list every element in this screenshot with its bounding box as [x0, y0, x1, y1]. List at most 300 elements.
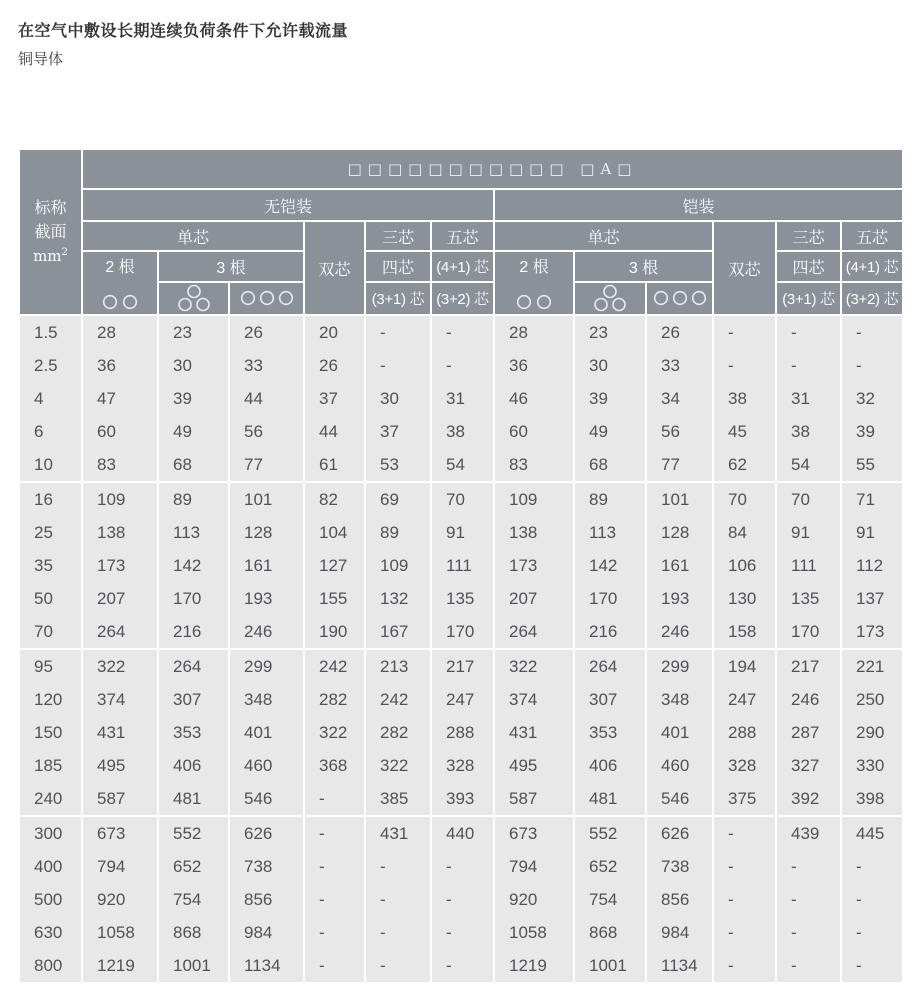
table-row: [19, 516, 903, 549]
table-row: [19, 549, 903, 582]
cell-ampacity-value: 794: [82, 850, 158, 883]
cell-ampacity-value: 45: [713, 415, 776, 448]
cell-ampacity-value: 56: [229, 415, 304, 448]
page-title: 在空气中敷设长期连续负荷条件下允许载流量: [18, 23, 349, 40]
cell-ampacity-value: -: [776, 949, 841, 982]
cell-ampacity-value: -: [776, 349, 841, 382]
cell-ampacity-value: 30: [365, 382, 431, 415]
header-3-conductors-armored: 3 根: [574, 251, 713, 282]
cell-nominal-section: 35: [19, 549, 82, 582]
cell-ampacity-value: 89: [365, 516, 431, 549]
cell-ampacity-value: 70: [431, 482, 494, 516]
cell-ampacity-value: 128: [229, 516, 304, 549]
cell-ampacity-value: 481: [158, 782, 229, 816]
cell-ampacity-value: 68: [158, 448, 229, 482]
header-five-core-armored: 五芯: [841, 221, 903, 251]
table-row: [19, 716, 903, 749]
cell-nominal-section: 500: [19, 883, 82, 916]
cell-nominal-section: 70: [19, 615, 82, 649]
cell-ampacity-value: 194: [713, 649, 776, 683]
cell-ampacity-value: 431: [494, 716, 574, 749]
cell-ampacity-value: 91: [431, 516, 494, 549]
cell-ampacity-value: -: [713, 349, 776, 382]
cell-ampacity-value: 36: [82, 349, 158, 382]
cell-ampacity-value: 754: [158, 883, 229, 916]
cell-ampacity-value: 28: [494, 315, 574, 349]
cell-nominal-section: 300: [19, 816, 82, 850]
cell-ampacity-value: 155: [304, 582, 365, 615]
cell-nominal-section: 150: [19, 716, 82, 749]
cell-ampacity-value: 56: [646, 415, 713, 448]
cell-nominal-section: 1.5: [19, 315, 82, 349]
cell-ampacity-value: -: [304, 782, 365, 816]
label-2-conductors: 2 根: [105, 259, 135, 276]
two-circles-icon: [101, 294, 139, 310]
cell-ampacity-value: 55: [841, 448, 903, 482]
cell-ampacity-value: -: [713, 315, 776, 349]
cell-ampacity-value: 46: [494, 382, 574, 415]
cell-ampacity-value: 328: [713, 749, 776, 782]
cell-ampacity-value: 49: [574, 415, 646, 448]
cell-nominal-section: 16: [19, 482, 82, 516]
cell-nominal-section: 800: [19, 949, 82, 982]
cell-nominal-section: 10: [19, 448, 82, 482]
cell-ampacity-value: -: [776, 916, 841, 949]
cell-ampacity-value: 71: [841, 482, 903, 516]
cell-ampacity-value: 393: [431, 782, 494, 816]
cell-ampacity-value: -: [713, 916, 776, 949]
cell-ampacity-value: 673: [494, 816, 574, 850]
cell-ampacity-value: 31: [776, 382, 841, 415]
cell-ampacity-value: 481: [574, 782, 646, 816]
cell-ampacity-value: 33: [646, 349, 713, 382]
cell-ampacity-value: 70: [713, 482, 776, 516]
corner-header-nominal-section: [19, 149, 82, 315]
cell-ampacity-value: 546: [646, 782, 713, 816]
cell-ampacity-value: 89: [574, 482, 646, 516]
cell-ampacity-value: 190: [304, 615, 365, 649]
cell-ampacity-value: 101: [229, 482, 304, 516]
cell-ampacity-value: -: [776, 850, 841, 883]
cell-ampacity-value: 101: [646, 482, 713, 516]
cell-ampacity-value: 33: [229, 349, 304, 382]
cell-ampacity-value: 673: [82, 816, 158, 850]
cell-ampacity-value: 242: [304, 649, 365, 683]
cell-ampacity-value: 375: [713, 782, 776, 816]
cell-ampacity-value: -: [713, 883, 776, 916]
cell-ampacity-value: 106: [713, 549, 776, 582]
cell-ampacity-value: 1219: [82, 949, 158, 982]
table-body: [19, 315, 903, 982]
page-subtitle: 铜导体: [18, 51, 64, 68]
cell-ampacity-value: 37: [304, 382, 365, 415]
cell-ampacity-value: 113: [574, 516, 646, 549]
cell-ampacity-value: 142: [158, 549, 229, 582]
cell-ampacity-value: 44: [229, 382, 304, 415]
cell-ampacity-value: 39: [841, 415, 903, 448]
cell-ampacity-value: 307: [574, 683, 646, 716]
three-circles-row-icon: [229, 282, 304, 315]
cell-ampacity-value: 34: [646, 382, 713, 415]
triangle-circles-icon: [574, 282, 646, 315]
cell-ampacity-value: -: [431, 916, 494, 949]
table-row: [19, 949, 903, 982]
header-2-conductors-unarmored: [82, 251, 158, 315]
cell-ampacity-value: -: [365, 916, 431, 949]
cell-ampacity-value: 1058: [494, 916, 574, 949]
cell-ampacity-value: 264: [158, 649, 229, 683]
cell-ampacity-value: 322: [365, 749, 431, 782]
header-4plus1-armored: (4+1) 芯: [841, 251, 903, 282]
cell-ampacity-value: 221: [841, 649, 903, 683]
cell-ampacity-value: 39: [574, 382, 646, 415]
cell-ampacity-value: 242: [365, 683, 431, 716]
cell-ampacity-value: -: [841, 916, 903, 949]
cell-ampacity-value: 353: [158, 716, 229, 749]
header-3-conductors-unarmored: 3 根: [158, 251, 304, 282]
cell-ampacity-value: 44: [304, 415, 365, 448]
cell-ampacity-value: 39: [158, 382, 229, 415]
cell-ampacity-value: -: [365, 850, 431, 883]
table-row: [19, 683, 903, 716]
table-row: [19, 382, 903, 415]
cell-ampacity-value: 216: [158, 615, 229, 649]
cell-ampacity-value: -: [365, 349, 431, 382]
header-2-conductors-armored: [494, 251, 574, 315]
cell-ampacity-value: 626: [646, 816, 713, 850]
cell-ampacity-value: 385: [365, 782, 431, 816]
cell-ampacity-value: 652: [574, 850, 646, 883]
cell-ampacity-value: 246: [776, 683, 841, 716]
cell-ampacity-value: 30: [574, 349, 646, 382]
cell-ampacity-value: 216: [574, 615, 646, 649]
triangle-circles-icon: [158, 282, 229, 315]
cell-ampacity-value: 158: [713, 615, 776, 649]
cell-ampacity-value: 264: [82, 615, 158, 649]
cell-ampacity-value: 330: [841, 749, 903, 782]
table-row: [19, 749, 903, 782]
table-row: [19, 816, 903, 850]
cell-ampacity-value: -: [304, 850, 365, 883]
top-header-current-units: □□□□□□□□□□□ □A□: [82, 149, 903, 189]
cell-ampacity-value: -: [304, 949, 365, 982]
cell-ampacity-value: 546: [229, 782, 304, 816]
cell-ampacity-value: -: [713, 850, 776, 883]
cell-nominal-section: 185: [19, 749, 82, 782]
cell-nominal-section: 25: [19, 516, 82, 549]
cell-ampacity-value: 170: [431, 615, 494, 649]
cell-ampacity-value: -: [365, 949, 431, 982]
header-three-core-unarmored: 三芯: [365, 221, 431, 251]
table-row: [19, 883, 903, 916]
cell-ampacity-value: 264: [494, 615, 574, 649]
cell-nominal-section: 4: [19, 382, 82, 415]
cell-ampacity-value: -: [365, 315, 431, 349]
table-row: [19, 916, 903, 949]
cell-ampacity-value: 109: [494, 482, 574, 516]
cell-ampacity-value: 348: [229, 683, 304, 716]
cell-ampacity-value: 132: [365, 582, 431, 615]
cell-ampacity-value: 91: [841, 516, 903, 549]
cell-ampacity-value: 288: [431, 716, 494, 749]
cell-ampacity-value: 374: [494, 683, 574, 716]
cell-ampacity-value: 62: [713, 448, 776, 482]
cell-ampacity-value: 135: [431, 582, 494, 615]
table-row: [19, 782, 903, 816]
cell-ampacity-value: 138: [82, 516, 158, 549]
cell-ampacity-value: 49: [158, 415, 229, 448]
cell-ampacity-value: 109: [365, 549, 431, 582]
cell-nominal-section: 50: [19, 582, 82, 615]
cell-ampacity-value: 193: [229, 582, 304, 615]
cell-ampacity-value: 431: [82, 716, 158, 749]
cell-ampacity-value: 322: [82, 649, 158, 683]
table-row: [19, 649, 903, 683]
cell-ampacity-value: 287: [776, 716, 841, 749]
cell-ampacity-value: 1134: [229, 949, 304, 982]
cell-ampacity-value: 84: [713, 516, 776, 549]
cell-ampacity-value: 587: [82, 782, 158, 816]
cell-ampacity-value: 82: [304, 482, 365, 516]
cell-nominal-section: 2.5: [19, 349, 82, 382]
cell-ampacity-value: 299: [229, 649, 304, 683]
cell-ampacity-value: 111: [776, 549, 841, 582]
group-header-unarmored: 无铠装: [82, 189, 494, 221]
cell-ampacity-value: 246: [229, 615, 304, 649]
cell-ampacity-value: 38: [776, 415, 841, 448]
header-three-core-armored: 三芯: [776, 221, 841, 251]
cell-ampacity-value: 652: [158, 850, 229, 883]
cell-ampacity-value: -: [841, 850, 903, 883]
cell-ampacity-value: -: [431, 315, 494, 349]
cell-ampacity-value: 398: [841, 782, 903, 816]
group-header-armored: 铠装: [494, 189, 903, 221]
cell-ampacity-value: 1134: [646, 949, 713, 982]
cell-ampacity-value: 246: [646, 615, 713, 649]
cell-ampacity-value: 89: [158, 482, 229, 516]
cell-ampacity-value: 207: [82, 582, 158, 615]
three-circles-row-icon: [646, 282, 713, 315]
cell-ampacity-value: -: [841, 949, 903, 982]
header-4plus1-unarmored: (4+1) 芯: [431, 251, 494, 282]
cell-nominal-section: 400: [19, 850, 82, 883]
cell-ampacity-value: 170: [158, 582, 229, 615]
cell-ampacity-value: -: [431, 850, 494, 883]
cell-ampacity-value: -: [431, 949, 494, 982]
cell-ampacity-value: -: [776, 883, 841, 916]
cell-ampacity-value: 856: [646, 883, 713, 916]
cell-ampacity-value: 250: [841, 683, 903, 716]
header-single-core-armored: 单芯: [494, 221, 713, 251]
cell-ampacity-value: 327: [776, 749, 841, 782]
corner-line1: 标称: [34, 199, 67, 217]
cell-nominal-section: 240: [19, 782, 82, 816]
cell-ampacity-value: 495: [494, 749, 574, 782]
cell-ampacity-value: 299: [646, 649, 713, 683]
cell-ampacity-value: 322: [304, 716, 365, 749]
cell-ampacity-value: 26: [646, 315, 713, 349]
cell-nominal-section: 6: [19, 415, 82, 448]
cell-ampacity-value: 47: [82, 382, 158, 415]
cell-ampacity-value: 290: [841, 716, 903, 749]
cell-ampacity-value: -: [365, 883, 431, 916]
cell-ampacity-value: 170: [574, 582, 646, 615]
cell-ampacity-value: 1219: [494, 949, 574, 982]
cell-ampacity-value: 38: [431, 415, 494, 448]
cell-ampacity-value: 348: [646, 683, 713, 716]
two-circles-icon: [515, 294, 553, 310]
cell-ampacity-value: 307: [158, 683, 229, 716]
cell-ampacity-value: 170: [776, 615, 841, 649]
cell-ampacity-value: 60: [82, 415, 158, 448]
table-row: [19, 582, 903, 615]
cell-ampacity-value: 30: [158, 349, 229, 382]
header-3plus1-armored: (3+1) 芯: [776, 282, 841, 315]
cell-ampacity-value: -: [431, 349, 494, 382]
cell-ampacity-value: 77: [646, 448, 713, 482]
cell-ampacity-value: 23: [158, 315, 229, 349]
cell-ampacity-value: 36: [494, 349, 574, 382]
header-twin-core-unarmored: 双芯: [304, 221, 365, 315]
corner-line2: 截面: [34, 223, 67, 241]
cell-ampacity-value: 322: [494, 649, 574, 683]
header-four-core-armored: 四芯: [776, 251, 841, 282]
cell-ampacity-value: 68: [574, 448, 646, 482]
cell-ampacity-value: 173: [841, 615, 903, 649]
cell-ampacity-value: 1001: [158, 949, 229, 982]
cell-ampacity-value: 247: [713, 683, 776, 716]
cell-ampacity-value: -: [304, 916, 365, 949]
table-row: [19, 315, 903, 349]
cell-ampacity-value: 137: [841, 582, 903, 615]
cell-ampacity-value: 23: [574, 315, 646, 349]
cell-ampacity-value: 626: [229, 816, 304, 850]
table-row: [19, 615, 903, 649]
header-five-core-unarmored: 五芯: [431, 221, 494, 251]
cell-ampacity-value: 53: [365, 448, 431, 482]
cell-ampacity-value: 167: [365, 615, 431, 649]
cell-ampacity-value: 104: [304, 516, 365, 549]
label-2-conductors: 2 根: [519, 259, 549, 276]
cell-ampacity-value: 495: [82, 749, 158, 782]
cell-ampacity-value: 868: [158, 916, 229, 949]
cell-ampacity-value: 138: [494, 516, 574, 549]
cell-ampacity-value: 282: [365, 716, 431, 749]
cell-ampacity-value: 173: [494, 549, 574, 582]
cell-ampacity-value: 460: [229, 749, 304, 782]
cell-ampacity-value: 38: [713, 382, 776, 415]
cell-ampacity-value: 135: [776, 582, 841, 615]
header-twin-core-armored: 双芯: [713, 221, 776, 315]
ampacity-table-wrap: [18, 148, 904, 982]
cell-ampacity-value: -: [713, 949, 776, 982]
cell-ampacity-value: 552: [158, 816, 229, 850]
cell-ampacity-value: 128: [646, 516, 713, 549]
cell-ampacity-value: -: [713, 816, 776, 850]
cell-ampacity-value: 113: [158, 516, 229, 549]
cell-ampacity-value: 920: [82, 883, 158, 916]
cell-ampacity-value: 54: [776, 448, 841, 482]
header-3plus1-unarmored: (3+1) 芯: [365, 282, 431, 315]
table-row: [19, 850, 903, 883]
cell-ampacity-value: 83: [494, 448, 574, 482]
cell-ampacity-value: 552: [574, 816, 646, 850]
cell-ampacity-value: 856: [229, 883, 304, 916]
header-single-core-unarmored: 单芯: [82, 221, 304, 251]
cell-ampacity-value: 406: [158, 749, 229, 782]
cell-ampacity-value: 439: [776, 816, 841, 850]
cell-ampacity-value: 353: [574, 716, 646, 749]
cell-ampacity-value: -: [776, 315, 841, 349]
cell-ampacity-value: -: [304, 816, 365, 850]
table-row: [19, 448, 903, 482]
cell-ampacity-value: 20: [304, 315, 365, 349]
cell-ampacity-value: 282: [304, 683, 365, 716]
header-3plus2-armored: (3+2) 芯: [841, 282, 903, 315]
cell-ampacity-value: 445: [841, 816, 903, 850]
cell-ampacity-value: 77: [229, 448, 304, 482]
cell-ampacity-value: 754: [574, 883, 646, 916]
cell-ampacity-value: 368: [304, 749, 365, 782]
cell-ampacity-value: 288: [713, 716, 776, 749]
cell-ampacity-value: 69: [365, 482, 431, 516]
cell-ampacity-value: 920: [494, 883, 574, 916]
cell-ampacity-value: 60: [494, 415, 574, 448]
cell-ampacity-value: 173: [82, 549, 158, 582]
cell-ampacity-value: 328: [431, 749, 494, 782]
cell-ampacity-value: 161: [646, 549, 713, 582]
cell-ampacity-value: 984: [229, 916, 304, 949]
cell-ampacity-value: 587: [494, 782, 574, 816]
cell-ampacity-value: 392: [776, 782, 841, 816]
cell-ampacity-value: -: [304, 883, 365, 916]
cell-ampacity-value: -: [841, 349, 903, 382]
cell-nominal-section: 630: [19, 916, 82, 949]
cell-ampacity-value: 1058: [82, 916, 158, 949]
cell-ampacity-value: 401: [646, 716, 713, 749]
cell-ampacity-value: 794: [494, 850, 574, 883]
cell-ampacity-value: 26: [304, 349, 365, 382]
cell-ampacity-value: 738: [646, 850, 713, 883]
cell-ampacity-value: 868: [574, 916, 646, 949]
cell-ampacity-value: 1001: [574, 949, 646, 982]
cell-ampacity-value: 83: [82, 448, 158, 482]
header-four-core-unarmored: 四芯: [365, 251, 431, 282]
table-row: [19, 415, 903, 448]
cell-ampacity-value: 28: [82, 315, 158, 349]
cell-ampacity-value: 213: [365, 649, 431, 683]
cell-ampacity-value: 142: [574, 549, 646, 582]
cell-ampacity-value: -: [841, 315, 903, 349]
cell-ampacity-value: 37: [365, 415, 431, 448]
cell-ampacity-value: 738: [229, 850, 304, 883]
corner-unit: $mm^2$: [33, 246, 68, 265]
header-3plus2-unarmored: (3+2) 芯: [431, 282, 494, 315]
cell-ampacity-value: 217: [431, 649, 494, 683]
cell-ampacity-value: -: [841, 883, 903, 916]
cell-ampacity-value: 401: [229, 716, 304, 749]
cell-ampacity-value: 127: [304, 549, 365, 582]
cell-ampacity-value: 984: [646, 916, 713, 949]
cell-ampacity-value: 193: [646, 582, 713, 615]
cell-nominal-section: 120: [19, 683, 82, 716]
cell-ampacity-value: 406: [574, 749, 646, 782]
cell-ampacity-value: 32: [841, 382, 903, 415]
cell-ampacity-value: 54: [431, 448, 494, 482]
cell-ampacity-value: 112: [841, 549, 903, 582]
cell-ampacity-value: 109: [82, 482, 158, 516]
cell-nominal-section: 95: [19, 649, 82, 683]
